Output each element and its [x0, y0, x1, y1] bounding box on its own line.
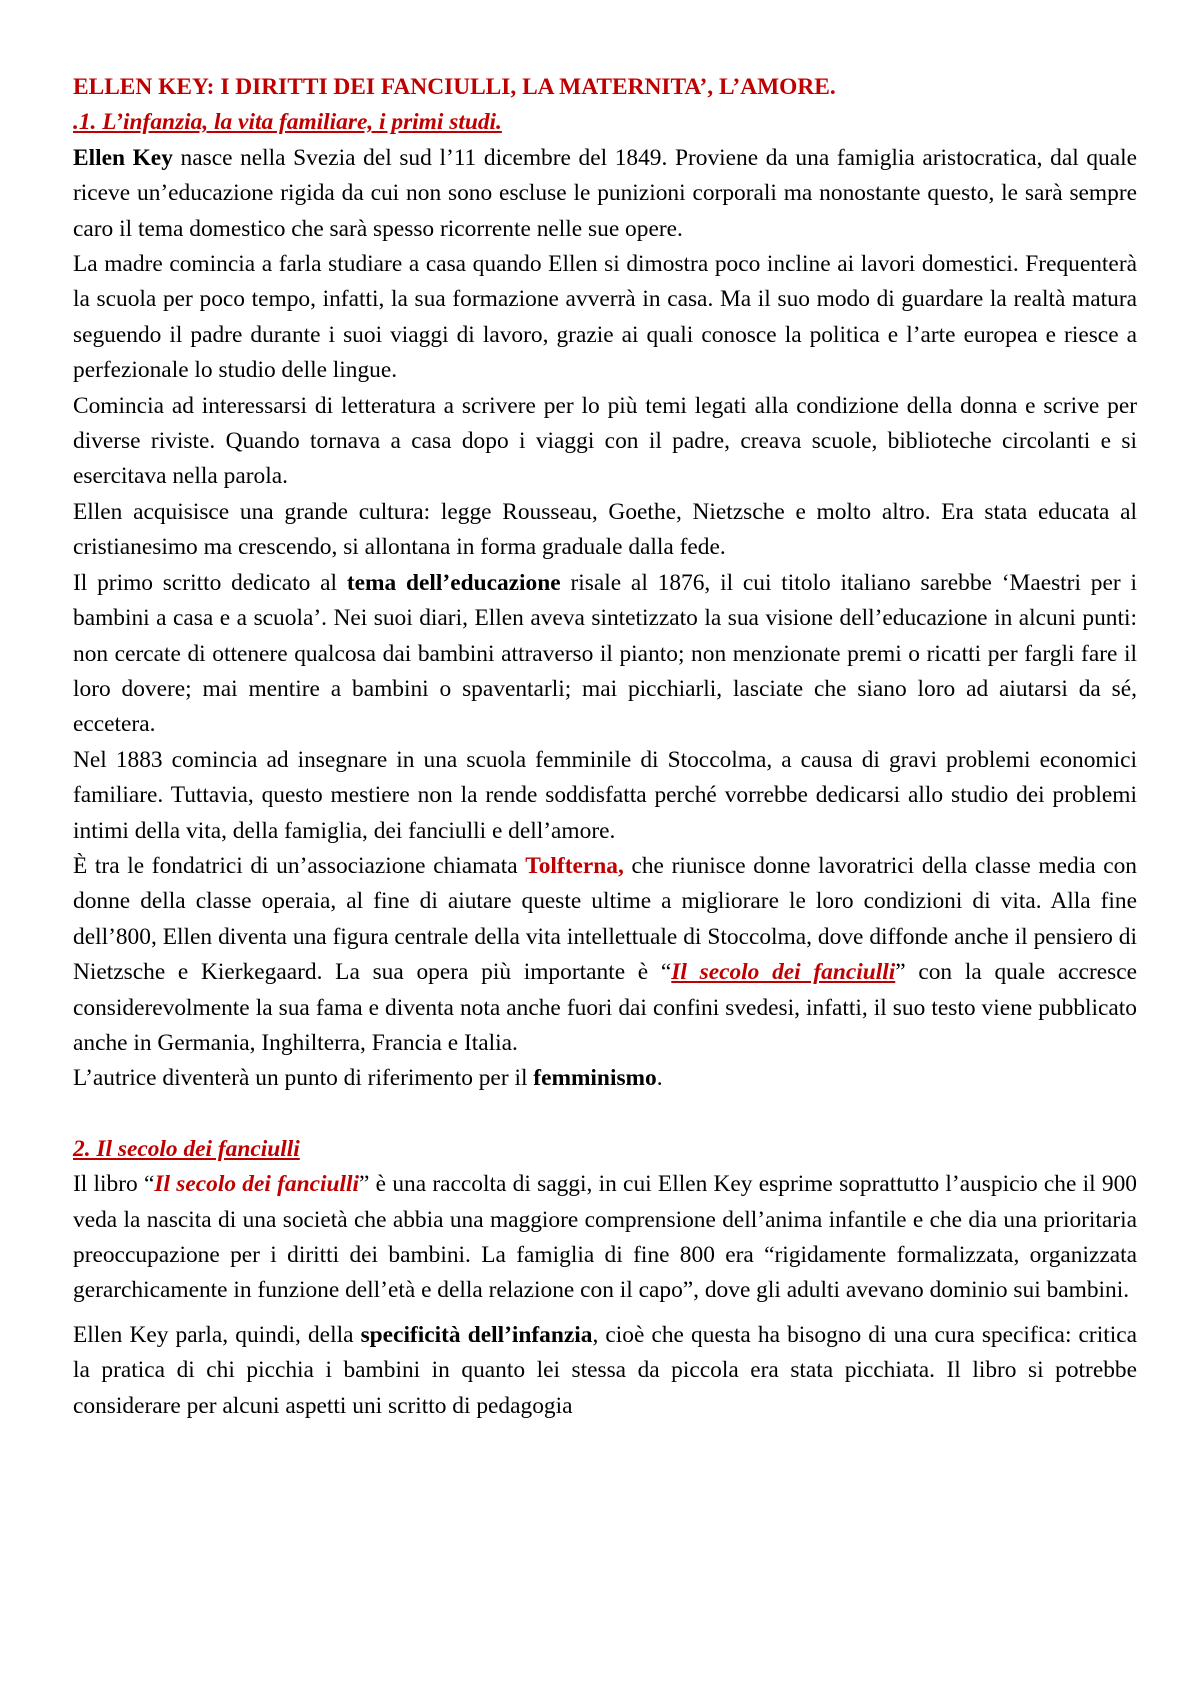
bold-term: tema dell’educazione	[346, 569, 561, 596]
paragraph-text: .	[656, 1065, 663, 1092]
book-title: Il secolo dei fanciulli	[671, 959, 896, 986]
paragraph-text: ” con la quale accresce considerevolmente la sua fama e diventa nota anche fuori dai confini svedesi, infatti, il suo testo viene pubblicato anche in Germania, Inghilterra, Francia e Italia.	[73, 959, 1137, 1056]
paragraph-text: Il libro “	[73, 1171, 155, 1198]
document-page	[73, 70, 1137, 1424]
book-title: Il secolo dei fanciulli	[154, 1171, 360, 1198]
document-title: ELLEN KEY: I DIRITTI DEI FANCIULLI, LA MATERNITA’, L’AMORE.	[73, 74, 836, 100]
bold-name: Ellen Key	[73, 144, 173, 171]
section-1-paragraph-2: La madre comincia a farla studiare a casa quando Ellen si dimostra poco incline ai lavori domestici. Frequenterà la scuola per poco tempo, infatti, la sua formazione avverrà in casa. Ma il suo modo di guardare la realtà matura seguendo il padre durante i suoi viaggi di lavoro, grazie ai quali conosce la politica e l’arte europea e riesce a perfezionale lo studio delle lingue.	[73, 251, 1137, 384]
section-1-paragraph-3: Comincia ad interessarsi di letteratura a scrivere per lo più temi legati alla condizione della donna e scrive per diverse riviste. Quando tornava a casa dopo i viaggi con il padre, creava scuole, biblioteche circolanti e si esercitava nella parola.	[73, 392, 1137, 490]
section-1-paragraph-5	[73, 566, 1137, 743]
spacer	[73, 1309, 1137, 1318]
section-1-paragraph-1	[73, 141, 1137, 247]
section-1-paragraph-8	[73, 1061, 1137, 1096]
paragraph-text: ” è una raccolta di saggi, in cui Ellen Key esprime soprattutto l’auspicio che il 900 veda la nascita di una società che abbia una maggiore comprensione dell’anima infantile e che dia una prioritaria preoccupazione per i diritti dei bambini. La famiglia di fine 800 era “rigidamente formalizzata, organizzata gerarchicamente in funzione dell’età e della relazione con il capo”, dove gli adulti avevano dominio sui bambini.	[73, 1171, 1137, 1304]
paragraph-text: risale al 1876, il cui titolo italiano sarebbe ‘Maestri per i bambini a casa e a scuola’. Nei suoi diari, Ellen aveva sintetizzato la sua visione dell’educazione in alcuni punti: non cercate di ottenere qualcosa dai bambini attraverso il pianto; non menzionate premi o ricatti per fargli fare il loro dovere; mai mentire a bambini o spaventarli; mai picchiarli, lasciate che siano loro ad aiutarsi da sé, eccetera.	[73, 569, 1137, 738]
paragraph-text: che riunisce donne lavoratrici della classe media con donne della classe operaia, al fine di aiutare queste ultime a migliorare le loro condizioni di vita. Alla fine dell’800, Ellen diventa una figura centrale della vita intellettuale di Stoccolma, dove diffonde anche il pensiero di Nietzsche e Kierkegaard. La sua opera più importante è “	[73, 852, 1137, 986]
paragraph-text: L’autrice diventerà un punto di riferimento per il	[73, 1065, 534, 1092]
paragraph-text: nasce nella Svezia del sud l’11 dicembre del 1849. Proviene da una famiglia aristocratica, dal quale riceve un’educazione rigida da cui non sono escluse le punizioni corporali ma nonostante questo, le sarà sempre caro il tema domestico che sarà spesso ricorrente nelle sue opere.	[73, 144, 1137, 242]
paragraph-text: , cioè che questa ha bisogno di una cura specifica: critica la pratica di chi picchia i bambini in quanto lei stessa da piccola era stata picchiata. Il libro si potrebbe considerare per alcuni aspetti uni scritto di pedagogia	[73, 1321, 1137, 1419]
section-1-heading: .1. L’infanzia, la vita familiare, i primi studi.	[73, 109, 502, 136]
spacer	[73, 1097, 1137, 1132]
section-2-heading: 2. Il secolo dei fanciulli	[73, 1135, 300, 1162]
section-2-paragraph-1	[73, 1167, 1137, 1309]
bold-term: specificità dell’infanzia	[360, 1321, 593, 1348]
paragraph-text: Ellen Key parla, quindi, della	[73, 1321, 361, 1348]
section-1-paragraph-7	[73, 849, 1137, 1061]
paragraph-text: Il primo scritto dedicato al	[73, 569, 347, 596]
paragraph-text: È tra le fondatrici di un’associazione chiamata	[73, 852, 526, 879]
bold-term: femminismo	[533, 1065, 657, 1092]
section-1-paragraph-6: Nel 1883 comincia ad insegnare in una scuola femminile di Stoccolma, a causa di gravi problemi economici familiare. Tuttavia, questo mestiere non la rende soddisfatta perché vorrebbe dedicarsi allo studio dei problemi intimi della vita, della famiglia, dei fanciulli e dell’amore.	[73, 746, 1137, 844]
section-2-paragraph-2	[73, 1318, 1137, 1424]
section-1-paragraph-4: Ellen acquisisce una grande cultura: legge Rousseau, Goethe, Nietzsche e molto altro. Era stata educata al cristianesimo ma crescendo, si allontana in forma graduale dalla fede.	[73, 498, 1137, 561]
association-name: Tolfterna,	[525, 852, 624, 879]
